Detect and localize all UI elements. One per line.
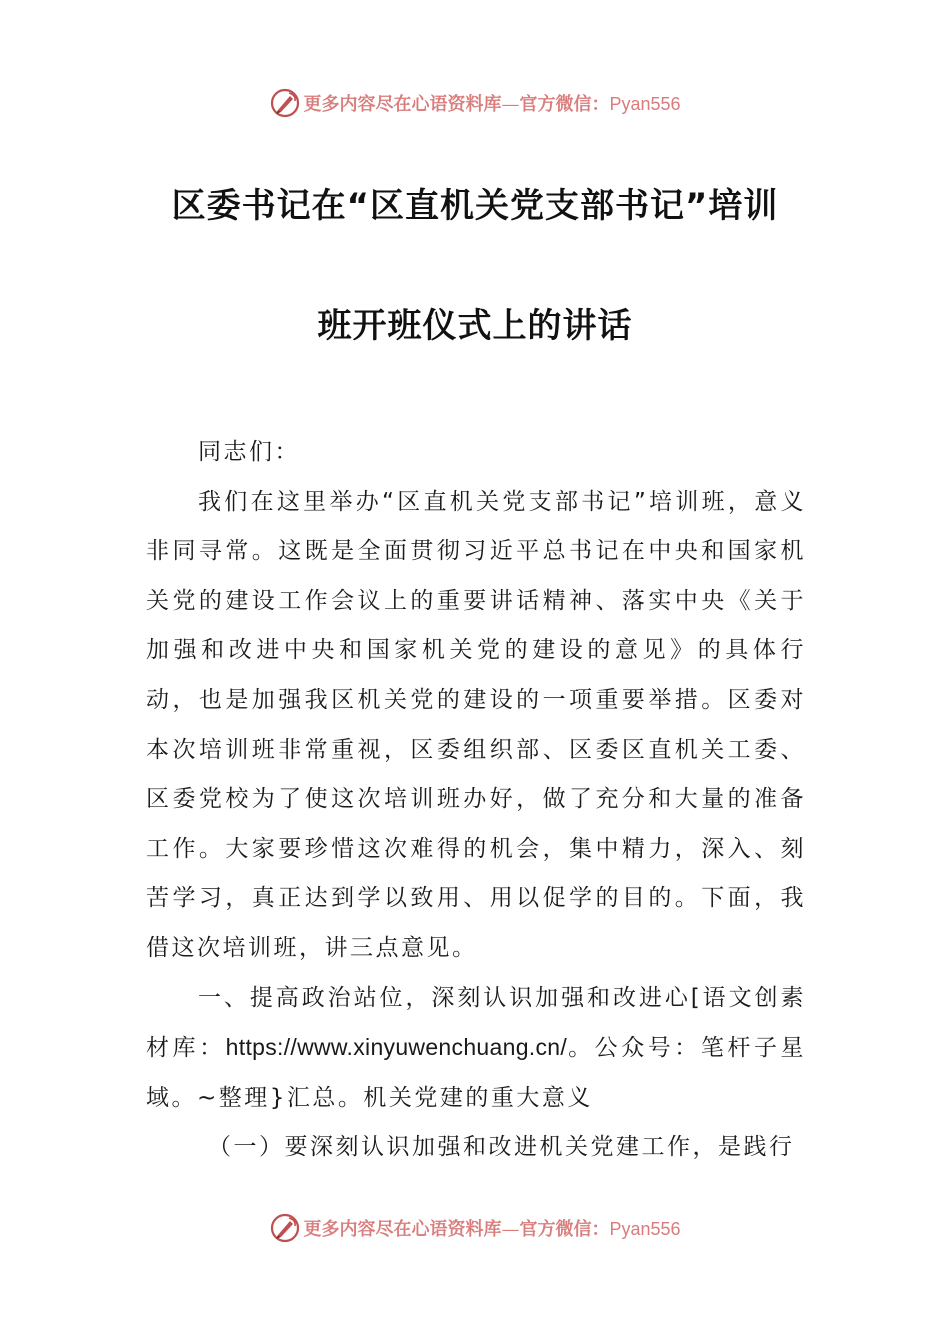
source-url: https://www.xinyuwenchuang.cn/ <box>225 1034 568 1061</box>
salutation: 同志们： <box>198 439 300 465</box>
speech-body <box>146 428 806 1173</box>
footer-watermark <box>0 1211 950 1245</box>
pen-logo-icon <box>269 1212 301 1244</box>
watermark-text: 更多内容尽在心语资料库—官方微信：Pyan556 <box>303 1219 681 1240</box>
paragraph-2: 一、提高政治站位，深刻认识加强和改进心[语文创素材库：https://www.xinyuwenchuang.cn/。公众号：笔杆子星域。~整理}汇总。机关党建的重大意义 <box>146 984 807 1111</box>
document-title-line-2: 班开班仪式上的讲话 <box>317 306 633 346</box>
paragraph-3: （一）要深刻认识加强和改进机关党建工作，是践行 <box>208 1134 795 1161</box>
watermark-text: 更多内容尽在心语资料库—官方微信：Pyan556 <box>303 94 681 115</box>
header-watermark <box>0 86 950 120</box>
pen-logo-icon <box>269 87 301 119</box>
paragraph-1: 我们在这里举办“区直机关党支部书记”培训班，意义非同寻常。这既是全面贯彻习近平总书记在中央和国家机关党的建设工作会议上的重要讲话精神、落实中央《关于加强和改进中央和国家机关党的建设的意见》的具体行动，也是加强我区机关党的建设的一项重要举措。区委对本次培训班非常重视，区委组织部、区委区直机关工委、区委党校为了使这次培训班办好，做了充分和大量的准备工作。大家要珍惜这次难得的机会，集中精力，深入、刻苦学习，真正达到学以致用、用以促学的目的。下面，我借这次培训班，讲三点意见。 <box>146 488 806 961</box>
document-title-line-1: 区委书记在“区直机关党支部书记”培训 <box>171 186 779 226</box>
